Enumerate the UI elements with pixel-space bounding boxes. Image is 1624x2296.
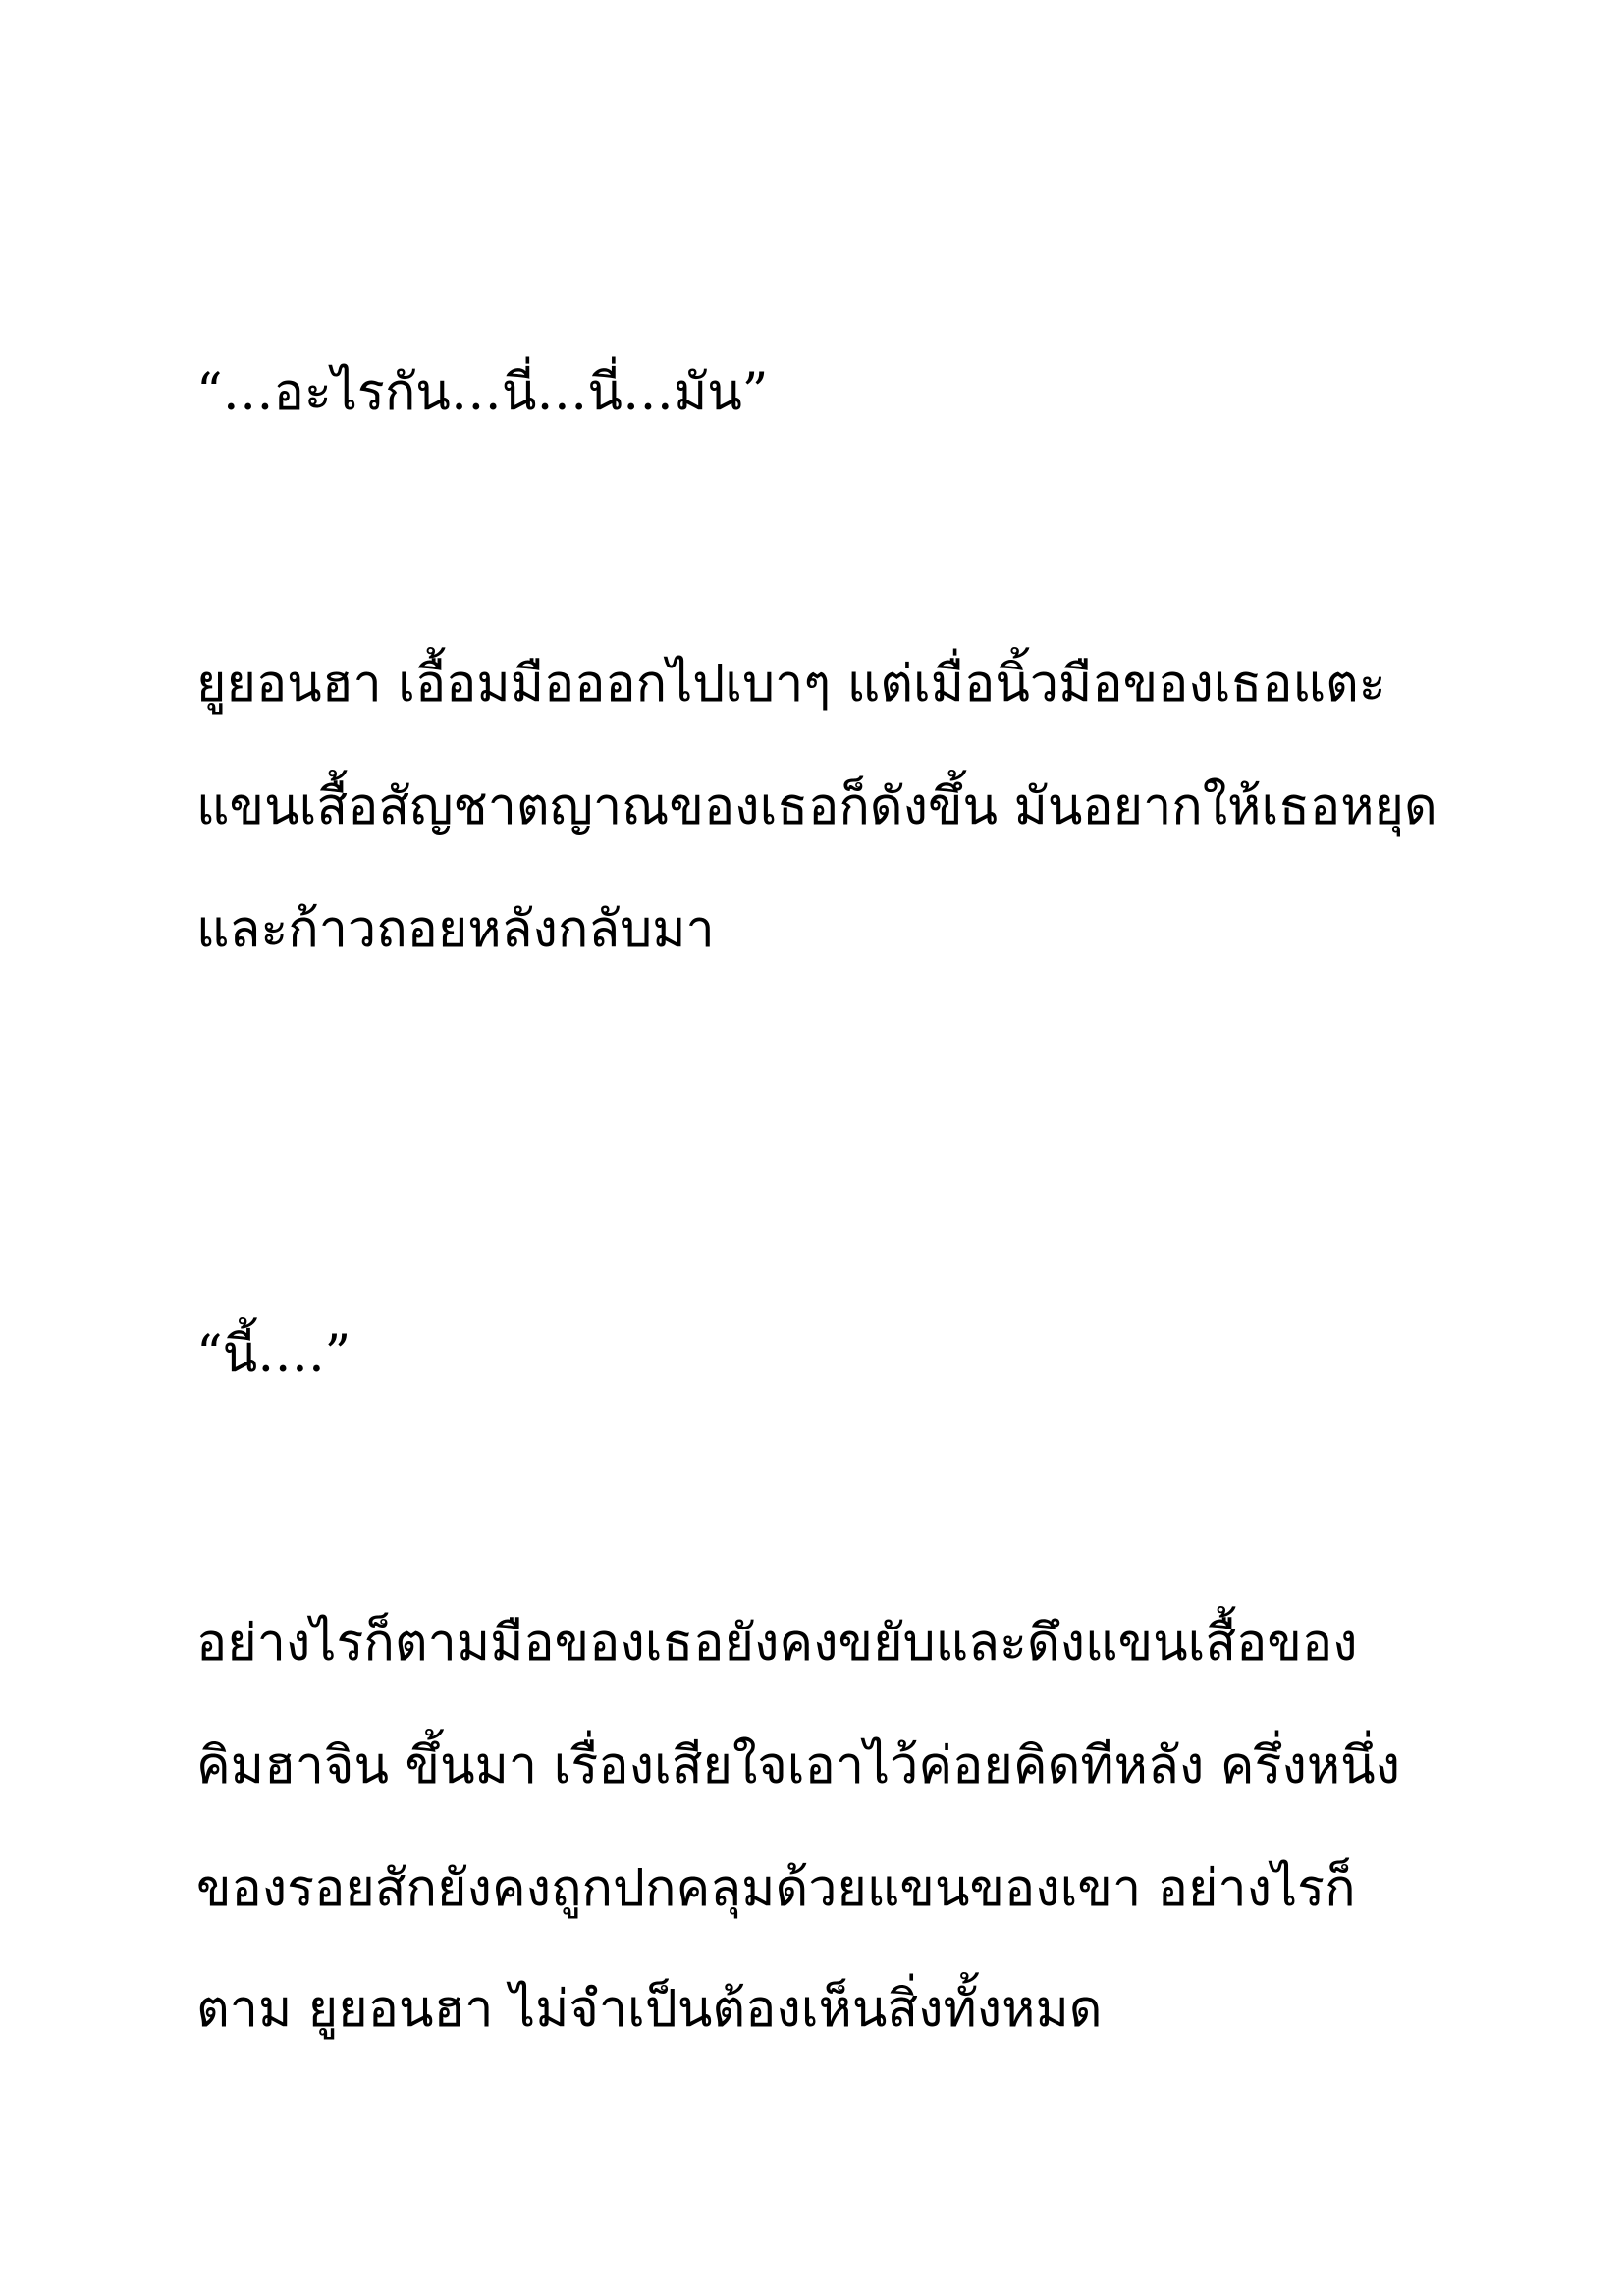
paragraph-2-line-2: คิมฮาจิน ขึ้นมา เรื่องเสียใจเอาไว้ค่อยคิดทีหลัง ครึ่งหนึ่ง [196,1736,1401,1795]
paragraph-1-line-2: แขนเสื้อสัญชาตญาณของเธอก็ดังขึ้น มันอยากให้เธอหยุด [196,777,1437,836]
paragraph-2-line-4: ตาม ยูยอนฮา ไม่จำเป็นต้องเห็นสิ่งทั้งหมด [196,1980,1103,2039]
paragraph-1-line-3: และก้าวถอยหลังกลับมา [196,900,715,959]
paragraph-1-line-1: ยูยอนฮา เอื้อมมือออกไปเบาๆ แต่เมื่อนิ้วมือของเธอแตะ [196,655,1386,714]
paragraph-2-line-1: อย่างไรก็ตามมือของเธอยังคงขยับและดึงแขนเสื้อของ [196,1614,1358,1673]
dialogue-line-2: “นี้….” [196,1325,352,1384]
paragraph-2-line-3: ของรอยสักยังคงถูกปกคลุมด้วยแขนของเขา อย่างไรก็ [196,1859,1356,1918]
dialogue-line-1: “…อะไรกัน…นี่…นี่…มัน” [196,363,769,422]
